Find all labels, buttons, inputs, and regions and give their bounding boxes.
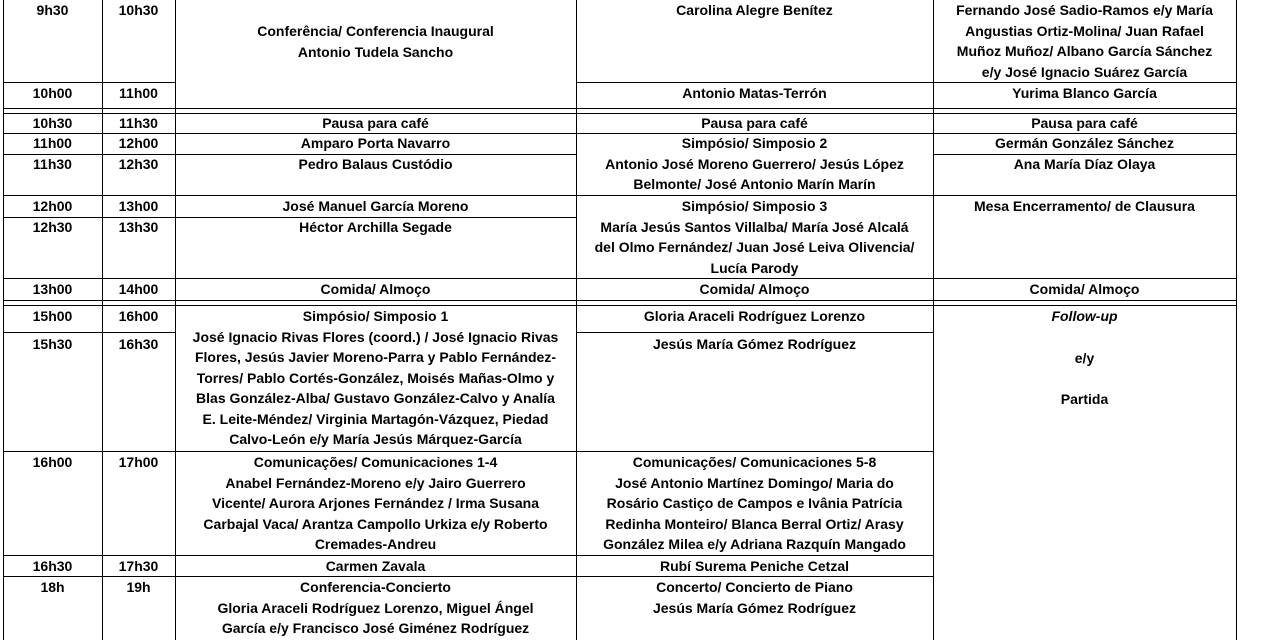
start-time: 10h00: [32, 85, 73, 101]
end-time: 14h00: [118, 281, 159, 297]
session-conferencia-concierto: Conferencia-Concierto Gloria Araceli Rodríguez Lorenzo, Miguel Ángel García e/y Francisco José Giménez Rodríguez: [217, 579, 534, 636]
start-time: 12h30: [32, 219, 73, 235]
start-time: 15h00: [32, 308, 73, 324]
lunch-break: Comida/ Almoço: [1029, 281, 1140, 297]
session-speaker: Gloria Araceli Rodríguez Lorenzo: [643, 308, 866, 324]
coffee-break: Pausa para café: [1031, 115, 1138, 131]
end-time: 12h30: [118, 156, 159, 172]
session-speaker: Carolina Alegre Benítez: [676, 2, 833, 18]
end-time: 16h30: [118, 336, 159, 352]
row-divider: [3, 300, 1236, 301]
end-time: 11h30: [119, 115, 158, 131]
end-time: 12h00: [118, 135, 159, 151]
session-speaker: Carmen Zavala: [325, 558, 426, 574]
coffee-break: Pausa para café: [322, 115, 429, 131]
session-comunicaciones-1-4: Comunicações/ Comunicaciones 1-4 Anabel Fernández-Moreno e/y Jairo Guerrero Vicente/ Aurora Arjones Fernández / Irma Susana Carbajal Vaca/ Arantza Campollo Urkiza e/y Roberto Cremades-Andreu: [203, 454, 548, 552]
session-speaker: Ana María Díaz Olaya: [1013, 156, 1156, 172]
session-simposio-1: Simpósio/ Simposio 1 José Ignacio Rivas Flores (coord.) / José Ignacio Rivas Flores, Jesús Javier Moreno-Parra y Pablo Fernández- Torres/ Pablo Cortés-González, Moisés Mañas-Olmo y Blas González-Alba/ Gustavo González-Calvo y Analía E. Leite-Méndez/ Virginia Martagón-Vázquez, Piedad Calvo-León e/y María Jesús Márquez-García: [192, 308, 559, 447]
end-time: 10h30: [118, 2, 159, 18]
start-time: 10h30: [32, 115, 73, 131]
session-speaker: Rubí Surema Peniche Cetzal: [659, 558, 850, 574]
table-border: [1236, 0, 1237, 640]
start-time: 16h30: [32, 558, 73, 574]
followup-label: Follow-up: [1051, 308, 1118, 324]
start-time: 13h00: [32, 281, 73, 297]
session-simposio-3: Simpósio/ Simposio 3 María Jesús Santos Villalba/ María José Alcalá del Olmo Fernández/ Juan José Leiva Olivencia/ Lucía Parody: [594, 198, 915, 276]
session-speaker: Pedro Balaus Custódio: [298, 156, 453, 172]
end-time: 17h30: [118, 558, 159, 574]
session-speaker: Germán González Sánchez: [995, 135, 1174, 151]
start-time: 11h30: [33, 156, 72, 172]
row-divider: [3, 108, 1236, 109]
end-time: 11h00: [119, 85, 158, 101]
session-inaugural: Conferência/ Conferencia Inaugural Antonio Tudela Sancho: [257, 23, 494, 60]
conjunction-label: e/y: [1074, 350, 1095, 366]
session-speaker: Antonio Matas-Terrón: [682, 85, 827, 101]
start-time: 12h00: [32, 198, 73, 214]
session-speaker: José Manuel García Moreno: [282, 198, 469, 214]
session-speaker: Amparo Porta Navarro: [300, 135, 451, 151]
session-speaker: Héctor Archilla Segade: [299, 219, 452, 235]
end-time: 17h00: [118, 454, 159, 470]
session-closing: Mesa Encerramento/ de Clausura: [974, 198, 1195, 214]
end-time: 13h30: [118, 219, 159, 235]
start-time: 15h30: [32, 336, 73, 352]
session-speaker: Jesús María Gómez Rodríguez: [652, 336, 857, 352]
session-concerto: Concerto/ Concierto de Piano Jesús María Gómez Rodríguez: [652, 579, 857, 616]
end-time: 16h00: [118, 308, 159, 324]
session-speaker: Yurima Blanco García: [1012, 85, 1157, 101]
start-time: 11h00: [33, 135, 72, 151]
end-time: 19h: [126, 579, 151, 595]
end-time: 13h00: [118, 198, 159, 214]
start-time: 18h: [40, 579, 65, 595]
coffee-break: Pausa para café: [701, 115, 808, 131]
lunch-break: Comida/ Almoço: [699, 281, 810, 297]
session-speakers: Fernando José Sadio-Ramos e/y María Angustias Ortiz-Molina/ Juan Rafael Muñoz Muñoz/ Albano García Sánchez e/y José Ignacio Suárez García: [956, 2, 1213, 80]
row-divider: [3, 332, 175, 333]
session-comunicaciones-5-8: Comunicações/ Comunicaciones 5-8 José Antonio Martínez Domingo/ Maria do Rosário Castiço de Campos e Ivânia Patrícia Redinha Monteiro/ Blanca Berral Ortiz/ Arasy González Milea e/y Adriana Razquín Mangado: [603, 454, 906, 552]
start-time: 16h00: [32, 454, 73, 470]
lunch-break: Comida/ Almoço: [320, 281, 431, 297]
start-time: 9h30: [36, 2, 69, 18]
departure-label: Partida: [1060, 391, 1109, 407]
session-simposio-2: Simpósio/ Simposio 2 Antonio José Moreno Guerrero/ Jesús López Belmonte/ José Antonio Marín Marín: [605, 135, 904, 192]
row-divider: [576, 332, 933, 333]
